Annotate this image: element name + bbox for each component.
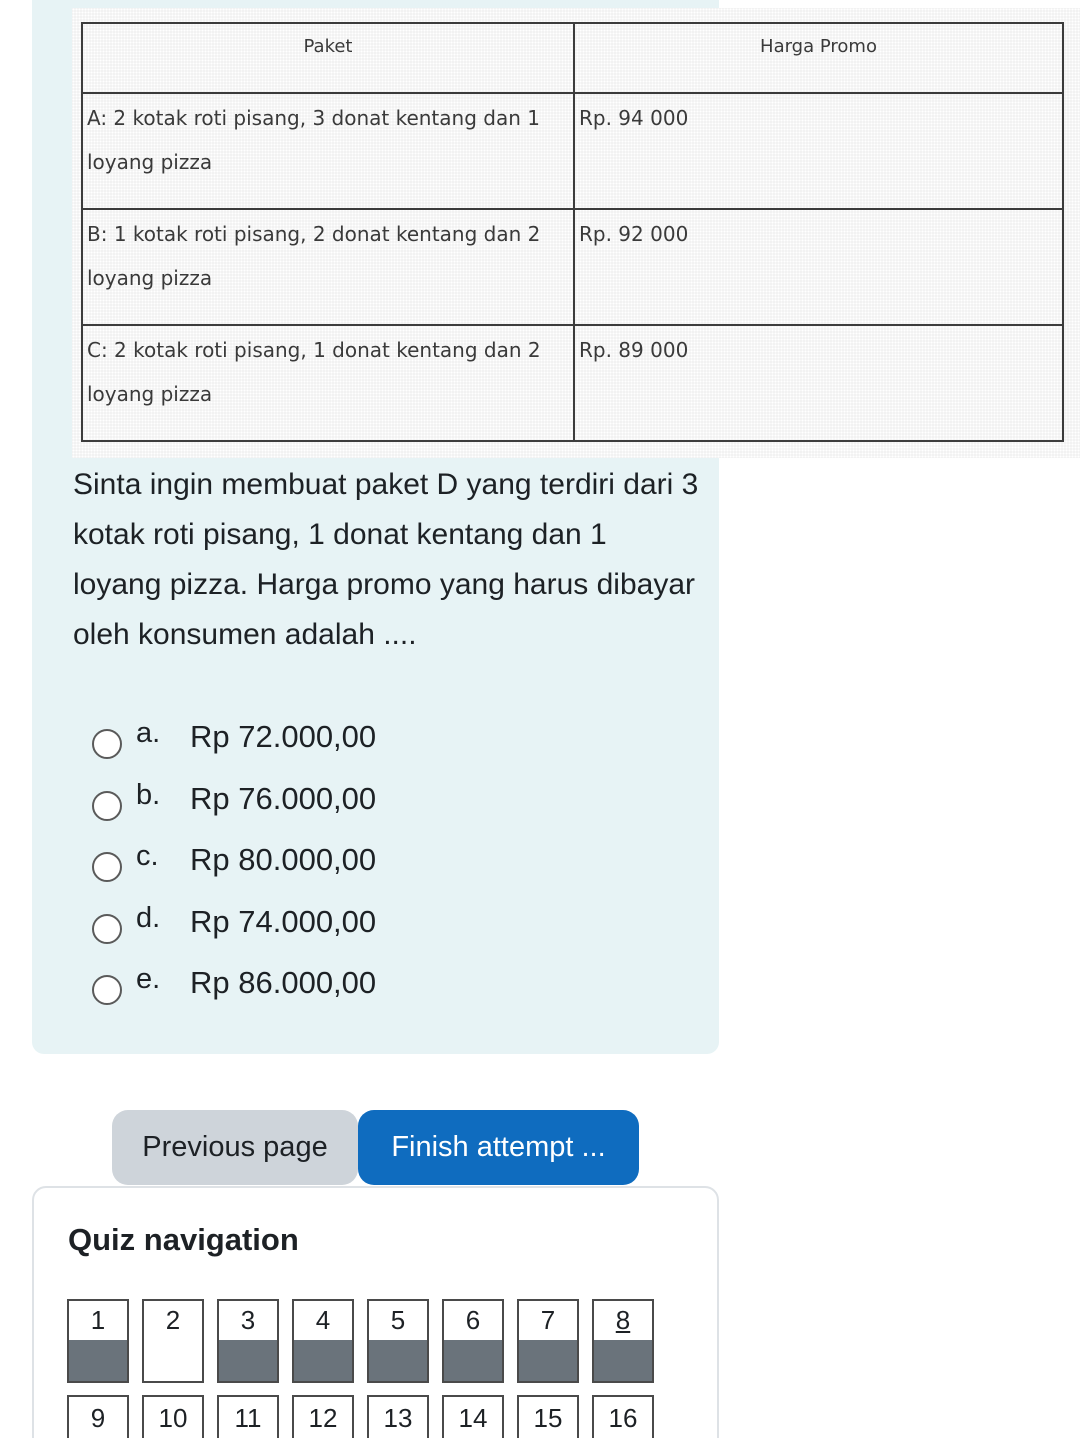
question-number: 11: [234, 1403, 262, 1433]
question-number: 14: [458, 1403, 488, 1433]
answered-indicator: [519, 1340, 577, 1381]
question-number: 12: [308, 1403, 338, 1433]
previous-page-button[interactable]: Previous page: [112, 1110, 358, 1185]
answered-indicator: [294, 1340, 352, 1381]
radio-button[interactable]: [92, 852, 122, 882]
answered-indicator: [69, 1340, 127, 1381]
table-row: [82, 209, 1063, 325]
quiz-nav-question-6[interactable]: [442, 1299, 504, 1383]
option-text[interactable]: Rp 76.000,00: [190, 781, 377, 816]
radio-button[interactable]: [92, 729, 122, 759]
option-c[interactable]: [88, 830, 448, 892]
option-letter: b.: [136, 779, 161, 811]
cell-paket: B: 1 kotak roti pisang, 2 donat kentang dan 2 loyang pizza: [82, 209, 574, 325]
unanswered-indicator: [144, 1340, 202, 1381]
table-header-row: [82, 23, 1063, 93]
cell-paket: C: 2 kotak roti pisang, 1 donat kentang dan 2 loyang pizza: [82, 325, 574, 441]
question-number: 8: [615, 1305, 631, 1335]
option-text[interactable]: Rp 72.000,00: [190, 719, 377, 754]
quiz-nav-question-8-current[interactable]: [592, 1299, 654, 1383]
radio-button[interactable]: [92, 791, 122, 821]
finish-attempt-button[interactable]: Finish attempt ...: [358, 1110, 639, 1185]
option-letter: a.: [136, 717, 161, 749]
answered-indicator: [594, 1340, 652, 1381]
question-number: 2: [165, 1305, 181, 1335]
quiz-nav-question-2[interactable]: [142, 1299, 204, 1383]
quiz-nav-question-10[interactable]: [142, 1395, 204, 1438]
header-paket: Paket: [82, 23, 574, 93]
answered-indicator: [444, 1340, 502, 1381]
question-number: 15: [533, 1403, 563, 1433]
cell-paket: A: 2 kotak roti pisang, 3 donat kentang dan 1 loyang pizza: [82, 93, 574, 209]
question-number: 9: [90, 1403, 106, 1433]
quiz-nav-question-15[interactable]: [517, 1395, 579, 1438]
option-e[interactable]: [88, 953, 448, 1015]
cell-harga: Rp. 94 000: [574, 93, 1063, 209]
radio-button[interactable]: [92, 914, 122, 944]
quiz-nav-question-7[interactable]: [517, 1299, 579, 1383]
option-text[interactable]: Rp 74.000,00: [190, 904, 377, 939]
table-row: [82, 93, 1063, 209]
question-number: 16: [608, 1403, 638, 1433]
option-letter: e.: [136, 963, 161, 995]
cell-harga: Rp. 92 000: [574, 209, 1063, 325]
question-number: 3: [240, 1305, 256, 1335]
header-harga-promo: Harga Promo: [574, 23, 1063, 93]
quiz-nav-question-11[interactable]: [217, 1395, 279, 1438]
question-number: 1: [90, 1305, 106, 1335]
question-number: 4: [315, 1305, 331, 1335]
answered-indicator: [219, 1340, 277, 1381]
quiz-nav-question-14[interactable]: [442, 1395, 504, 1438]
quiz-nav-question-4[interactable]: [292, 1299, 354, 1383]
quiz-nav-question-3[interactable]: [217, 1299, 279, 1383]
option-d[interactable]: [88, 892, 448, 954]
quiz-nav-question-5[interactable]: [367, 1299, 429, 1383]
question-number: 5: [390, 1305, 406, 1335]
table-row: [82, 325, 1063, 441]
question-number: 6: [465, 1305, 481, 1335]
question-number: 7: [540, 1305, 556, 1335]
question-number: 13: [383, 1403, 413, 1433]
radio-button[interactable]: [92, 975, 122, 1005]
price-table: [81, 22, 1064, 442]
question-text: Sinta ingin membuat paket D yang terdiri dari 3 kotak roti pisang, 1 donat kentang dan 1 loyang pizza. Harga promo yang harus dibayar oleh konsumen adalah ....: [73, 468, 699, 651]
answered-indicator: [369, 1340, 427, 1381]
option-letter: d.: [136, 902, 161, 934]
quiz-nav-question-1[interactable]: [67, 1299, 129, 1383]
option-a[interactable]: [88, 707, 448, 769]
quiz-nav-question-9[interactable]: [67, 1395, 129, 1438]
quiz-navigation-title: Quiz navigation: [68, 1222, 299, 1257]
question-number: 10: [158, 1403, 188, 1433]
option-b[interactable]: [88, 769, 448, 831]
option-text[interactable]: Rp 86.000,00: [190, 965, 377, 1000]
cell-harga: Rp. 89 000: [574, 325, 1063, 441]
quiz-nav-question-13[interactable]: [367, 1395, 429, 1438]
option-text[interactable]: Rp 80.000,00: [190, 842, 377, 877]
option-letter: c.: [136, 840, 159, 872]
quiz-nav-question-16[interactable]: [592, 1395, 654, 1438]
quiz-nav-question-12[interactable]: [292, 1395, 354, 1438]
